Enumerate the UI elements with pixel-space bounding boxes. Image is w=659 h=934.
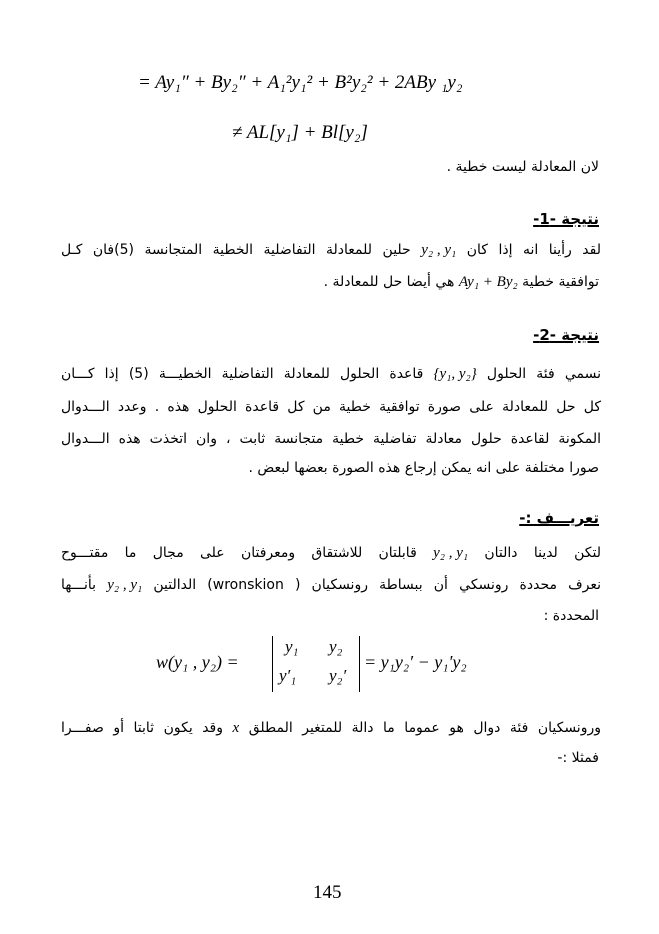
text: لتكن لدينا دالتان [484,545,601,561]
math-y2-y1: y₂ , y₁ [433,545,469,561]
nonlinear-statement: لان المعادلة ليست خطية . [446,159,599,175]
definition-line-2 [61,575,601,595]
result-2-line-2: كل حل للمعادلة على صورة توافقية خطية من كل قاعدة الحلول هذه . وعدد الـــدوال [61,399,601,415]
definition-line-3: المحددة : [543,608,599,624]
wronskian-remark-line-1 [61,718,601,738]
wronskian-rhs: = y₁y₂′ − y₁′y₂ [364,652,467,672]
text: حلين للمعادلة التفاضلية الخطية المتجانسة (5)فان كـل [61,242,411,258]
result-1-line-2 [324,272,599,292]
wronskian-determinant [272,636,360,692]
text: نعرف محددة رونسكي أن ببساطة رونسكيان ( wronskion) الدالتين [153,577,601,593]
wronskian-remark-line-2: فمثلا :- [557,750,599,766]
wronskian-lhs: w(y₁ , y₂) = [156,652,239,672]
result-2-line-4: صورا مختلفة على انه يمكن إرجاع هذه الصورة بعضها لبعض . [248,460,599,476]
math-linear-combination: Ay₁ + By₂ [458,274,518,290]
page-number: 145 [313,882,342,903]
text: قاعدة الحلول للمعادلة التفاضلية الخطيـــة (5) إذا كـــان [61,366,424,382]
result-1-line-1 [61,240,601,260]
text: وقد يكون ثابتا أو صفـــرا [61,720,224,736]
text: ورونسكيان فئة دوال هو عموما ما دالة للمتغير المطلق [248,720,601,736]
equation-inequality: ≠ AL[y₁] + Bl[y₂] [232,122,368,143]
result-1-heading: نتيجة -1- [533,210,599,228]
text: هي أيضا حل للمعادلة . [323,274,455,290]
det-a21: y′₁ [279,666,297,685]
math-y2-y1: y₂ , y₁ [421,242,457,258]
result-2-heading: نتيجة -2- [533,326,599,344]
text: قابلتان للاشتقاق ومعرفتان على مجال ما مقتـــوح [61,545,417,561]
result-2-line-1 [61,364,601,384]
det-a22: y₂′ [329,666,347,685]
definition-line-1 [61,543,601,563]
text: لقد رأينا انه إذا كان [466,242,602,258]
math-solution-set: {y₁, y₂} [433,366,477,382]
equation-expansion: = Ay₁″ + By₂″ + A₁²y₁² + B²y₂² + 2ABy ₁y₂ [138,72,463,93]
det-a11: y₁ [285,637,299,656]
text: توافقية خطية [522,274,599,290]
det-a12: y₂ [329,637,343,656]
definition-heading: تعريـــف :- [519,509,599,527]
result-2-line-3: المكونة لقاعدة حلول معادلة تفاضلية خطية متجانسة ثابت ، وان اتخذت هذه الـــدوال [61,431,601,447]
text: بأنـــها [61,577,97,593]
math-x: x [232,720,240,736]
math-y2-y1: y₂ , y₁ [107,577,143,593]
text: نسمي فئة الحلول [486,366,602,382]
